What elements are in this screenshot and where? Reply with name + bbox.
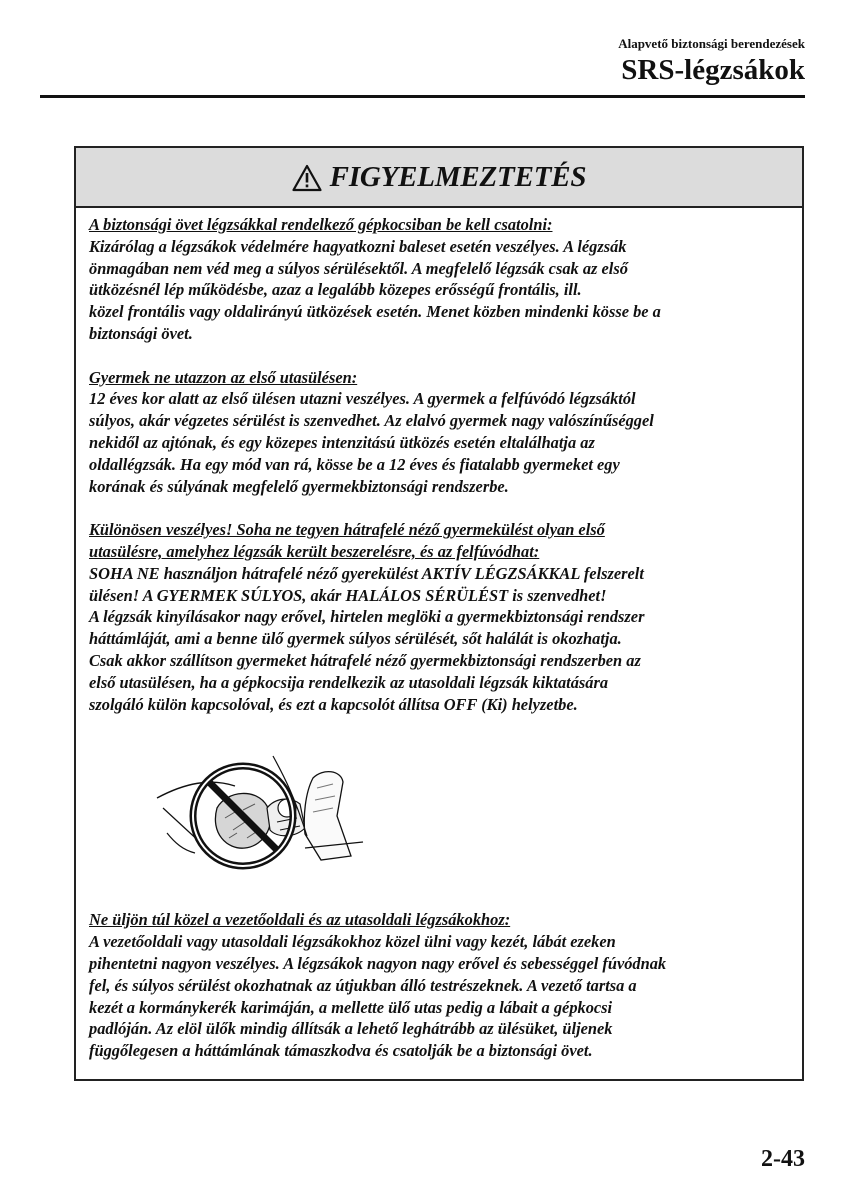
paragraph-line: Kizárólag a légzsákok védelmére hagyatkozni baleset esetén veszélyes. A légzsák xyxy=(89,236,627,256)
paragraph-line: korának és súlyának megfelelő gyermekbiztonsági rendszerbe. xyxy=(89,476,509,496)
paragraph-line: közel frontális vagy oldalirányú ütközések esetén. Menet közben mindenki kösse be a xyxy=(89,302,661,322)
paragraph-line: háttámláját, ami a benne ülő gyermek súlyos sérülését, sőt halálát is okozhatja. xyxy=(89,629,622,649)
warning-body xyxy=(76,208,802,1062)
illustration xyxy=(89,710,802,888)
prohibited-rear-facing-child-seat-airbag-icon xyxy=(155,738,385,888)
paragraph-line: biztonsági övet. xyxy=(89,323,193,343)
paragraph-line: szolgáló külön kapcsolóval, és ezt a kapcsolót állítsa OFF (Ki) helyzetbe. xyxy=(89,694,578,714)
warning-paragraph-seatbelt xyxy=(89,214,802,345)
paragraph-heading: Gyermek ne utazzon az első utasülésen: xyxy=(89,367,358,387)
paragraph-line: ütközésnél lép működésbe, azaz a legalább közepes erősségű frontális, ill. xyxy=(89,280,582,300)
header-rule xyxy=(40,95,805,98)
paragraph-heading: A biztonsági övet légzsákkal rendelkező gépkocsiban be kell csatolni: xyxy=(89,215,553,234)
paragraph-heading: Különösen veszélyes! Soha ne tegyen hátrafelé néző gyermekülést olyan első xyxy=(89,520,605,540)
warning-title: FIGYELMEZTETÉS xyxy=(329,160,587,193)
paragraph-line: A vezetőoldali vagy utasoldali légzsákokhoz közel ülni vagy kezét, lábát ezeken xyxy=(89,932,616,952)
paragraph-line: súlyos, akár végzetes sérülést is szenvedhet. Az elalvó gyermek nagy valószínűséggel xyxy=(89,411,654,431)
paragraph-line: fel, és súlyos sérülést okozhatnak az útjukban álló testrészeknek. A vezető tartsa a xyxy=(89,975,637,995)
warning-triangle-icon xyxy=(292,164,322,192)
paragraph-line: oldallégzsák. Ha egy mód van rá, kösse be a 12 éves és fiatalabb gyermeket egy xyxy=(89,454,620,474)
warning-paragraph-rear-facing-seat xyxy=(89,519,802,715)
paragraph-line: Csak akkor szállítson gyermeket hátrafelé néző gyermekbiztonsági rendszerben az xyxy=(89,650,641,670)
paragraph-line: nekidől az ajtónak, és egy közepes intenzitású ütközés esetén eltalálhatja az xyxy=(89,432,595,452)
paragraph-line: függőlegesen a háttámlának támaszkodva és csatolják be a biztonsági övet. xyxy=(89,1041,593,1061)
paragraph-line: 12 éves kor alatt az első ülésen utazni veszélyes. A gyermek a felfúvódó légzsáktól xyxy=(89,389,636,409)
running-head: Alapvető biztonsági berendezések xyxy=(618,36,805,51)
paragraph-line: első utasülésen, ha a gépkocsija rendelkezik az utasoldali légzsák kiktatására xyxy=(89,672,609,692)
warning-paragraph-child-front-seat xyxy=(89,367,802,498)
paragraph-heading: Ne üljön túl közel a vezetőoldali és az utasoldali légzsákokhoz: xyxy=(89,910,511,930)
warning-header xyxy=(76,148,802,208)
paragraph-line: A légzsák kinyílásakor nagy erővel, hirtelen meglöki a gyermekbiztonsági rendszer xyxy=(89,607,645,627)
paragraph-heading: utasülésre, amelyhez légzsák került beszerelésre, és az felfúvódhat: xyxy=(89,541,540,561)
paragraph-line: SOHA NE használjon hátrafelé néző gyerekülést AKTÍV LÉGZSÁKKAL felszerelt xyxy=(89,563,644,583)
section-title: SRS-légzsákok xyxy=(621,54,805,86)
paragraph-line: padlóján. Az elöl ülők mindig állítsák a lehető leghátrább az ülésüket, üljenek xyxy=(89,1019,613,1039)
paragraph-line: pihentetni nagyon veszélyes. A légzsákok nagyon nagy erővel és sebességgel fúvódnak xyxy=(89,953,667,973)
page-number: 2-43 xyxy=(761,1146,805,1172)
warning-box xyxy=(74,146,804,1081)
warning-paragraph-distance-from-airbags xyxy=(89,909,802,1062)
paragraph-line: kezét a kormánykerék karimáján, a mellette ülő utas pedig a lábait a gépkocsi xyxy=(89,997,613,1017)
paragraph-line: önmagában nem véd meg a súlyos sérülésektől. A megfelelő légzsák csak az első xyxy=(89,258,628,278)
paragraph-line: ülésen! A GYERMEK SÚLYOS, akár HALÁLOS SÉRÜLÉST is szenvedhet! xyxy=(89,585,607,605)
